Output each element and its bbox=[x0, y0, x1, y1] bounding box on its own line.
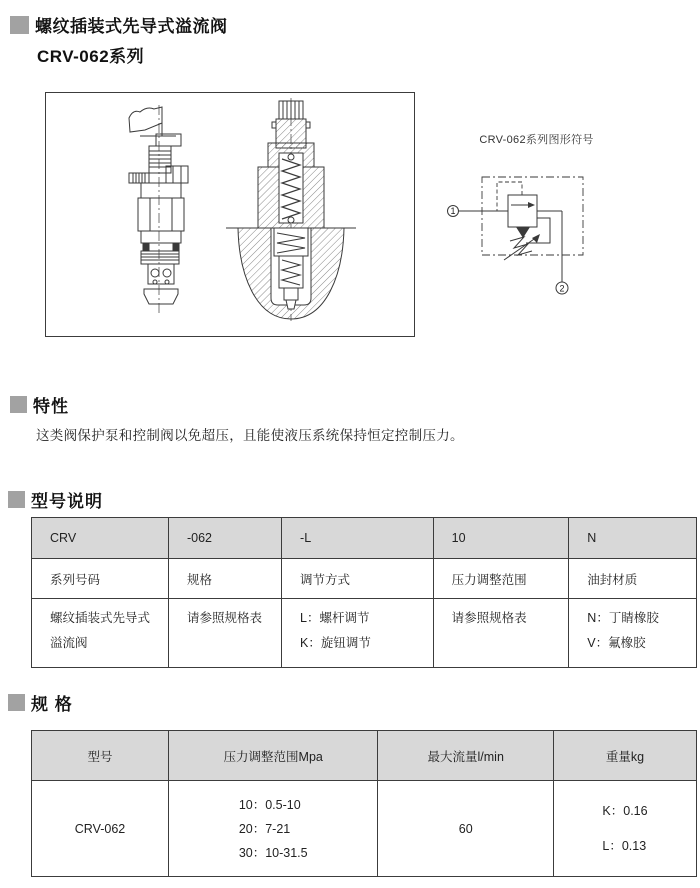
pressure-range: 10：0.5-10 bbox=[238, 797, 301, 812]
detail-cell bbox=[569, 599, 697, 668]
page-title-row bbox=[10, 12, 228, 37]
label-cell: 调节方式 bbox=[282, 559, 434, 599]
code-cell: 10 bbox=[433, 518, 569, 559]
port-1-label: 1 bbox=[450, 206, 456, 216]
features-heading-row bbox=[10, 392, 69, 417]
code-cell: CRV bbox=[32, 518, 169, 559]
label-cell: 规格 bbox=[168, 559, 281, 599]
valve-drawings bbox=[46, 93, 414, 336]
code-cell: N bbox=[569, 518, 697, 559]
valve-external-drawing bbox=[129, 105, 188, 313]
spec-model-cell: CRV-062 bbox=[32, 781, 169, 877]
detail-line: K：旋钮调节 bbox=[300, 636, 371, 650]
spec-table bbox=[31, 730, 697, 877]
features-heading: 特性 bbox=[33, 397, 69, 416]
page-subtitle: CRV-062系列 bbox=[37, 47, 145, 66]
table-row bbox=[32, 599, 697, 668]
detail-cell bbox=[168, 599, 281, 668]
spec-header-cell: 最大流量l/min bbox=[378, 731, 554, 781]
spec-heading: 规 格 bbox=[31, 695, 73, 714]
symbol-title: CRV-062系列图形符号 bbox=[479, 134, 594, 146]
detail-line: 螺纹插装式先导式 bbox=[50, 611, 151, 625]
code-cell: -062 bbox=[168, 518, 281, 559]
detail-line: N：丁睛橡胶 bbox=[587, 611, 659, 625]
detail-cell bbox=[32, 599, 169, 668]
detail-line: 溢流阀 bbox=[50, 636, 88, 650]
title-bullet-icon bbox=[10, 16, 29, 34]
detail-line: 请参照规格表 bbox=[186, 611, 262, 625]
section-bullet-icon bbox=[8, 694, 25, 711]
valve-drawing-box bbox=[45, 92, 415, 337]
hydraulic-symbol bbox=[440, 150, 645, 308]
spec-header-cell: 型号 bbox=[32, 731, 169, 781]
detail-cell bbox=[433, 599, 569, 668]
model-heading-row bbox=[8, 487, 103, 512]
table-row bbox=[32, 559, 697, 599]
table-row bbox=[32, 518, 697, 559]
model-code-table bbox=[31, 517, 697, 668]
page-title: 螺纹插装式先导式溢流阀 bbox=[35, 17, 228, 36]
label-cell: 压力调整范围 bbox=[433, 559, 569, 599]
pressure-range: 20：7-21 bbox=[238, 821, 291, 836]
section-bullet-icon bbox=[8, 491, 25, 508]
pressure-range: 30：10-31.5 bbox=[238, 845, 308, 860]
features-body: 这类阀保护泵和控制阀以免超压，且能使液压系统保持恒定控制压力。 bbox=[36, 428, 464, 443]
table-row bbox=[32, 731, 697, 781]
spec-pressure-cell bbox=[168, 781, 377, 877]
spec-header-cell: 压力调整范围Mpa bbox=[168, 731, 377, 781]
weight-value: K：0.16 bbox=[602, 803, 648, 818]
code-cell: -L bbox=[282, 518, 434, 559]
spec-heading-row bbox=[8, 690, 73, 715]
weight-value: L：0.13 bbox=[602, 838, 647, 853]
table-row bbox=[32, 781, 697, 877]
detail-line: L：螺杆调节 bbox=[300, 611, 370, 625]
label-cell: 系列号码 bbox=[32, 559, 169, 599]
valve-section-drawing bbox=[226, 98, 356, 321]
spec-weight-cell bbox=[554, 781, 697, 877]
spec-flow-cell: 60 bbox=[378, 781, 554, 877]
detail-line: V：氟橡胶 bbox=[587, 636, 646, 650]
spec-header-cell: 重量kg bbox=[554, 731, 697, 781]
port-2-label: 2 bbox=[559, 283, 565, 294]
detail-cell bbox=[282, 599, 434, 668]
section-bullet-icon bbox=[10, 396, 27, 413]
detail-line: 请参照规格表 bbox=[451, 611, 527, 625]
label-cell: 油封材质 bbox=[569, 559, 697, 599]
model-heading: 型号说明 bbox=[31, 492, 103, 511]
